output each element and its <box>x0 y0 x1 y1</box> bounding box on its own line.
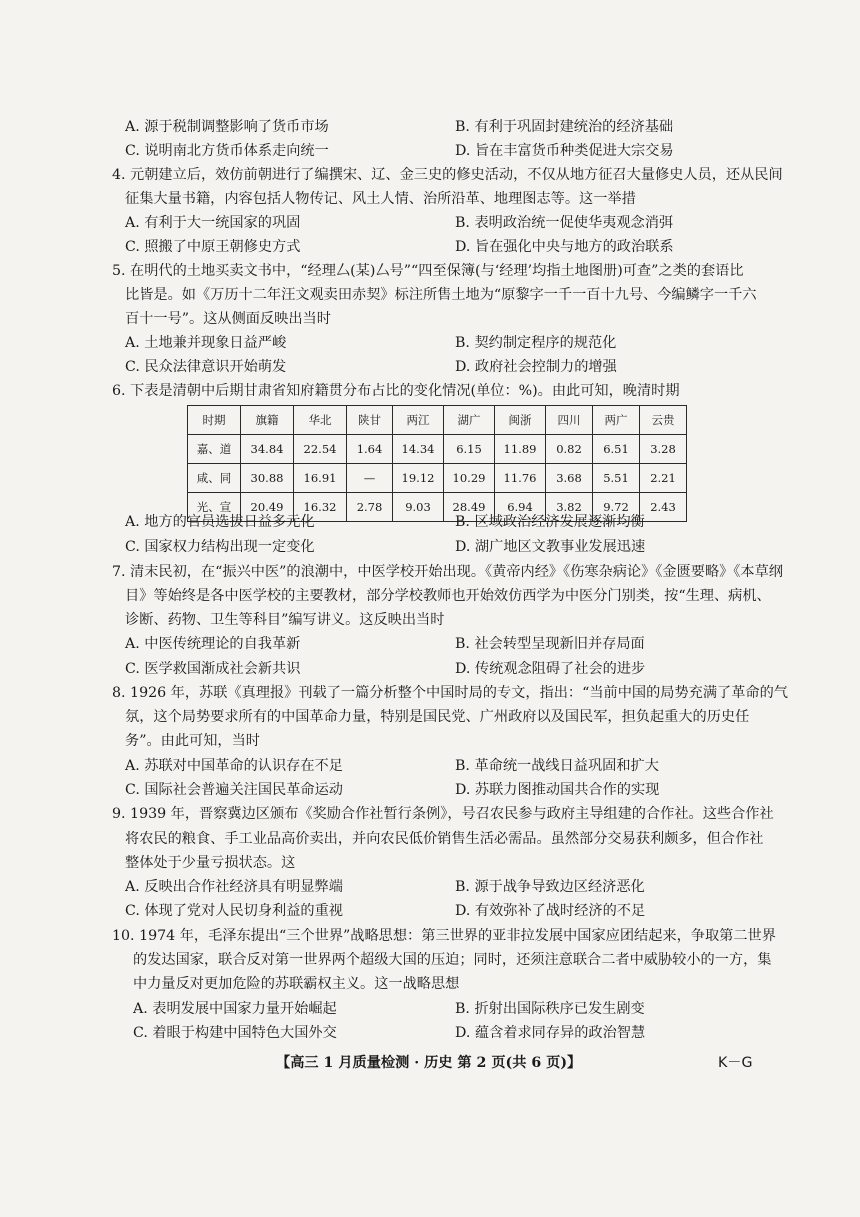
table-cell: 3.82 <box>546 493 593 522</box>
table-cell: 30.88 <box>241 464 294 493</box>
q8-stem-line-1: 8. 1926 年，苏联《真理报》刊载了一篇分析整个中国时局的专文，指出：“当前中国的局势充满了革命的气 <box>112 685 788 701</box>
q4-option-b: B. 表明政治统一促使华夷观念消弭 <box>455 215 674 231</box>
q7-option-b: B. 社会转型呈现新旧并存局面 <box>455 636 645 652</box>
q9-stem-line-2: 将农民的粮食、手工业品高价卖出，并向农民低价销售生活必需品。虽然部分交易获利颇多，但合作社 <box>125 831 764 847</box>
table-header-cell: 四川 <box>546 406 593 435</box>
table-cell: 2.21 <box>640 464 687 493</box>
table-cell: 3.28 <box>640 435 687 464</box>
q7-stem-line-2: 目》等始终是各中医学校的主要教材，部分学校教师也开始效仿西学为中医分门别类，按“生理、病机、 <box>125 588 771 604</box>
q4-option-a: A. 有利于大一统国家的巩固 <box>125 215 301 231</box>
q10-option-b: B. 折射出国际秩序已发生剧变 <box>455 1001 645 1017</box>
table-cell: — <box>347 464 393 493</box>
q7-stem-line-3: 诊断、药物、卫生等科目”编写讲义。这反映出当时 <box>125 612 445 628</box>
q10-option-a: A. 表明发展中国家力量开始崛起 <box>133 1001 337 1017</box>
table-cell: 5.51 <box>593 464 640 493</box>
table-cell: 光、宣 <box>188 493 241 522</box>
table-header-cell: 两江 <box>393 406 444 435</box>
q9-stem-line-3: 整体处于少量亏损状态。这 <box>125 855 296 871</box>
q10-stem-line-1: 10. 1974 年，毛泽东提出“三个世界”战略思想：第三世界的亚非拉发展中国家应团结起来，争取第二世界 <box>112 928 776 944</box>
q3-option-c: C. 说明南北方货币体系走向统一 <box>125 143 329 159</box>
q9-stem-line-1: 9. 1939 年，晋察冀边区颁布《奖励合作社暂行条例》，号召农民参与政府主导组建的合作社。这些合作社 <box>112 806 774 822</box>
table-row <box>188 464 687 493</box>
table-cell: 16.32 <box>294 493 347 522</box>
q9-option-d: D. 有效弥补了战时经济的不足 <box>455 903 646 919</box>
q6-data-table <box>187 405 687 522</box>
table-cell: 34.84 <box>241 435 294 464</box>
q8-option-c: C. 国际社会普遍关注国民革命运动 <box>125 782 343 798</box>
q6-option-a: A. 地方的官员选拔日益多元化 <box>125 514 315 530</box>
table-header-row <box>188 406 687 435</box>
q4-stem-line-1: 4. 元朝建立后，效仿前朝进行了编撰宋、辽、金三史的修史活动，不仅从地方征召大量修史人员，还从民间 <box>112 167 783 183</box>
q7-option-d: D. 传统观念阻碍了社会的进步 <box>455 661 646 677</box>
table-cell: 3.68 <box>546 464 593 493</box>
table-cell: 22.54 <box>294 435 347 464</box>
table-row <box>188 435 687 464</box>
q7-option-c: C. 医学救国渐成社会新共识 <box>125 661 301 677</box>
table-header-cell: 华北 <box>294 406 347 435</box>
q8-option-b: B. 革命统一战线日益巩固和扩大 <box>455 758 659 774</box>
table-cell: 20.49 <box>241 493 294 522</box>
q8-option-d: D. 苏联力图推动国共合作的实现 <box>455 782 660 798</box>
table-header-cell: 湖广 <box>444 406 495 435</box>
q7-option-a: A. 中医传统理论的自我革新 <box>125 636 301 652</box>
q6-stem-line-1: 6. 下表是清朝中后期甘肃省知府籍贯分布占比的变化情况(单位：%)。由此可知，晚清时期 <box>112 383 680 399</box>
table-cell: 28.49 <box>444 493 495 522</box>
table-cell: 0.82 <box>546 435 593 464</box>
table-cell: 14.34 <box>393 435 444 464</box>
q5-option-c: C. 民众法律意识开始萌发 <box>125 359 287 375</box>
q9-option-c: C. 体现了党对人民切身利益的重视 <box>125 903 343 919</box>
q3-option-a: A. 源于税制调整影响了货币市场 <box>125 119 329 135</box>
q8-stem-line-2: 氛，这个局势要求所有的中国革命力量，特别是国民党、广州政府以及国民军，担负起重大的历史任 <box>125 709 750 725</box>
table-cell: 1.64 <box>347 435 393 464</box>
table-cell: 6.94 <box>495 493 546 522</box>
q5-option-b: B. 契约制定程序的规范化 <box>455 335 617 351</box>
table-cell: 6.51 <box>593 435 640 464</box>
q5-stem-line-1: 5. 在明代的土地买卖文书中，“经理厶(某)厶号”“四至保簿(与‘经理’均指土地图册)可查”之类的套语比 <box>112 263 744 279</box>
table-header-cell: 两广 <box>593 406 640 435</box>
q6-option-b: B. 区域政治经济发展逐渐均衡 <box>455 514 645 530</box>
q9-option-b: B. 源于战争导致边区经济恶化 <box>455 879 645 895</box>
q4-option-c: C. 照搬了中原王朝修史方式 <box>125 239 301 255</box>
q3-option-b: B. 有利于巩固封建统治的经济基础 <box>455 119 674 135</box>
q10-stem-line-2: 的发达国家，联合反对第一世界两个超级大国的压迫；同时，还须注意联合二者中威胁较小的一方，集 <box>133 952 772 968</box>
q3-option-d: D. 旨在丰富货币种类促进大宗交易 <box>455 143 674 159</box>
table-header-cell: 陕甘 <box>347 406 393 435</box>
table-cell: 10.29 <box>444 464 495 493</box>
q4-option-d: D. 旨在强化中央与地方的政治联系 <box>455 239 674 255</box>
table-header-cell: 旗籍 <box>241 406 294 435</box>
table-cell: 2.43 <box>640 493 687 522</box>
table-cell: 9.03 <box>393 493 444 522</box>
q5-option-d: D. 政府社会控制力的增强 <box>455 359 617 375</box>
table-header-cell: 时期 <box>188 406 241 435</box>
q6-option-c: C. 国家权力结构出现一定变化 <box>125 539 315 555</box>
table-cell: 9.72 <box>593 493 640 522</box>
q10-option-c: C. 着眼于构建中国特色大国外交 <box>133 1025 337 1041</box>
table-cell: 16.91 <box>294 464 347 493</box>
q8-option-a: A. 苏联对中国革命的认识存在不足 <box>125 758 343 774</box>
q4-stem-line-2: 征集大量书籍，内容包括人物传记、风土人情、治所沿革、地理图志等。这一举措 <box>125 191 636 207</box>
table-cell: 11.89 <box>495 435 546 464</box>
table-cell: 咸、同 <box>188 464 241 493</box>
q9-option-a: A. 反映出合作社经济具有明显弊端 <box>125 879 343 895</box>
table-cell: 6.15 <box>444 435 495 464</box>
table-header-cell: 闽浙 <box>495 406 546 435</box>
q10-stem-line-3: 中力量反对更加危险的苏联霸权主义。这一战略思想 <box>133 976 460 992</box>
exam-code: K－G <box>718 1055 753 1071</box>
q5-stem-line-2: 比皆是。如《万历十二年汪文观卖田赤契》标注所售土地为“原黎字一千一百十九号、今编鳞字一千六 <box>125 287 757 303</box>
q5-stem-line-3: 百十一号”。这从侧面反映出当时 <box>125 311 331 327</box>
q7-stem-line-1: 7. 清末民初，在“振兴中医”的浪潮中，中医学校开始出现。《黄帝内经》《伤寒杂病论》《金匮要略》《本草纲 <box>112 564 783 580</box>
table-header-cell: 云贵 <box>640 406 687 435</box>
table-cell: 19.12 <box>393 464 444 493</box>
q5-option-a: A. 土地兼并现象日益严峻 <box>125 335 287 351</box>
q8-stem-line-3: 务”。由此可知，当时 <box>125 733 260 749</box>
q10-option-d: D. 蕴含着求同存异的政治智慧 <box>455 1025 646 1041</box>
page-footer: 【高三 1 月质量检测 · 历史 第 2 页(共 6 页)】 <box>276 1055 582 1071</box>
q6-option-d: D. 湖广地区文教事业发展迅速 <box>455 539 646 555</box>
table-cell: 嘉、道 <box>188 435 241 464</box>
table-cell: 2.78 <box>347 493 393 522</box>
table-cell: 11.76 <box>495 464 546 493</box>
